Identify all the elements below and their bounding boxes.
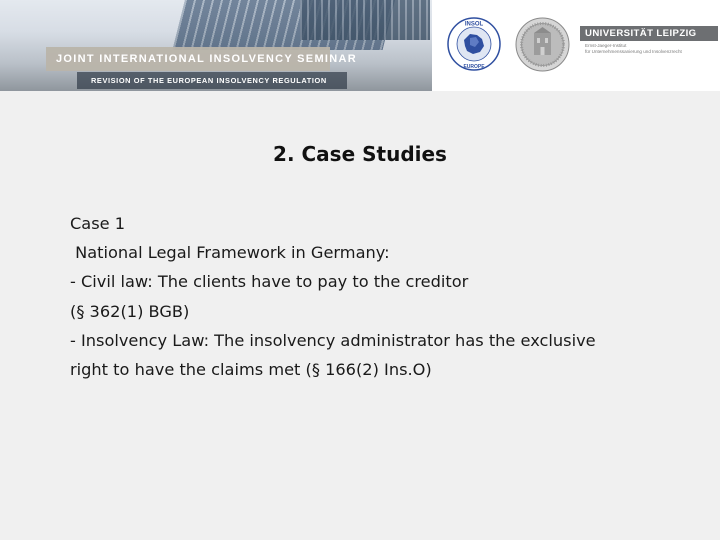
- seminar-title: JOINT INTERNATIONAL INSOLVENCY SEMINAR: [46, 47, 330, 71]
- seminar-subtitle: REVISION OF THE EUROPEAN INSOLVENCY REGULATION: [77, 72, 347, 89]
- slide-body: [70, 209, 690, 384]
- building-facade-right: [300, 0, 430, 40]
- slide-content: [0, 91, 720, 540]
- insol-europe-logo: [446, 16, 502, 72]
- insol-logo-top-text: INSOL: [464, 21, 484, 28]
- university-name: UNIVERSITÄT LEIPZIG: [580, 26, 718, 41]
- body-line-insolvency-law: - Insolvency Law: The insolvency administrator has the exclusive: [70, 330, 596, 350]
- institute-line-1: Ernst-Jaeger-Institut: [585, 43, 627, 48]
- body-line-inso-reference: right to have the claims met (§ 166(2) Ins.O): [70, 360, 432, 380]
- body-line-framework: National Legal Framework in Germany:: [70, 243, 390, 263]
- building-photo: [0, 0, 432, 91]
- body-line-case: Case 1: [70, 214, 126, 233]
- university-seal-logo: [515, 17, 570, 72]
- insol-logo-bottom-text: EUROPE: [463, 64, 485, 70]
- slide-title: [0, 142, 720, 166]
- body-line-bgb-reference: (§ 362(1) BGB): [70, 301, 190, 321]
- slide-title-text: 2. Case Studies: [273, 142, 447, 166]
- institute-line-2: für Unternehmenssanierung und Insolvenzrecht: [585, 49, 682, 54]
- header-banner: [0, 0, 720, 91]
- body-line-civil-law: - Civil law: The clients have to pay to the creditor: [70, 272, 469, 292]
- university-wordmark: [580, 26, 718, 55]
